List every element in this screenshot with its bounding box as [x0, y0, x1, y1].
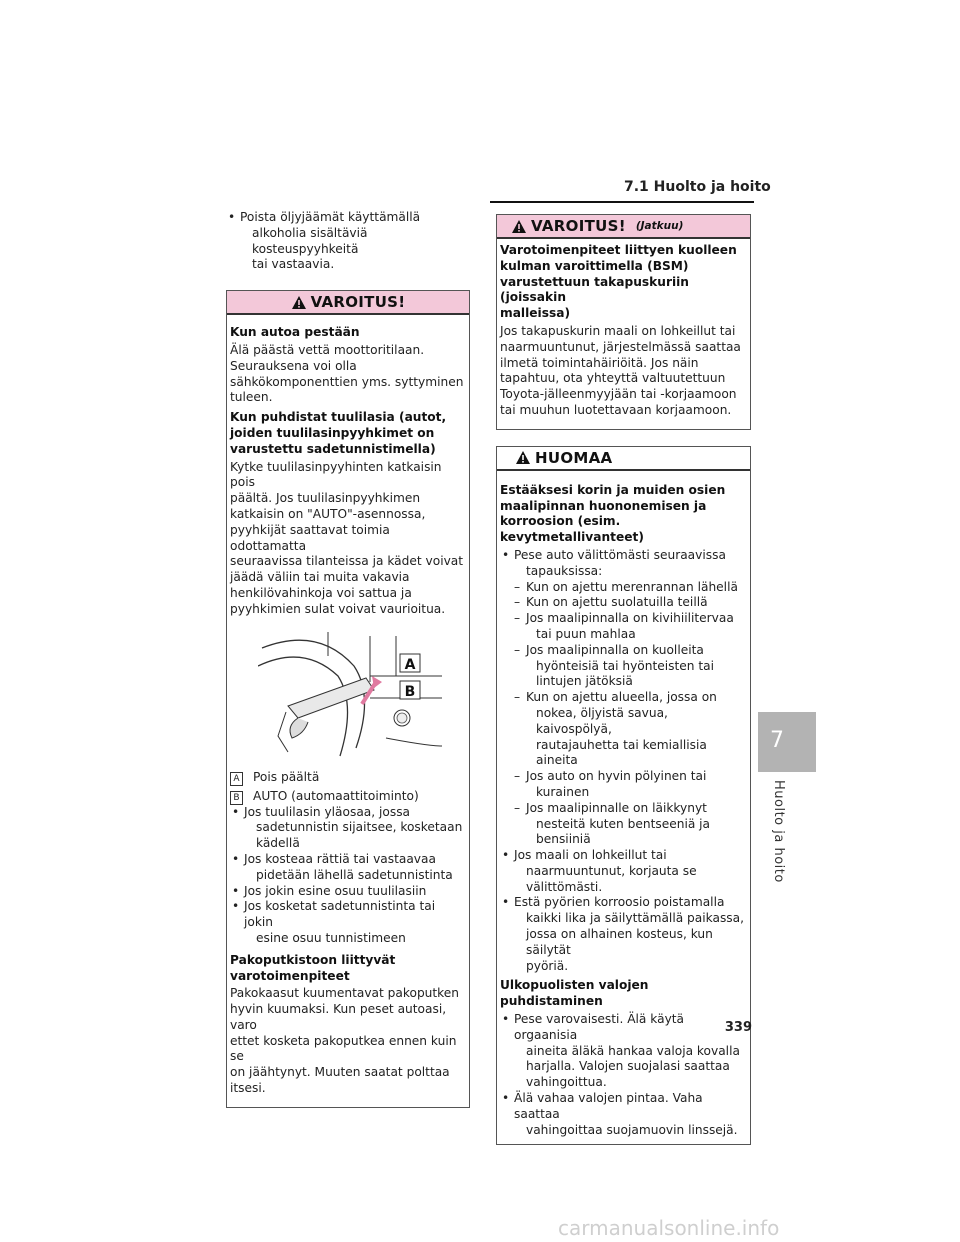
chapter-number: 7 [770, 728, 784, 753]
dash-item: – Jos maalipinnalla on kivihiilitervaa tai puun mahlaa [500, 611, 747, 643]
watermark: carmanualsonline.info [558, 1216, 780, 1240]
notice-box [496, 446, 751, 1146]
section-header: 7.1 Huolto ja hoito [624, 179, 771, 195]
notice-body [497, 471, 750, 1145]
dash-item: – Jos maalipinnalle on läikkynyt nesteitä kuten bentseeniä ja bensiiniä [500, 801, 747, 848]
heading-windshield: Kun puhdistat tuulilasia (autot, joiden tuulilasinpyyhkimet on varustettu sadetunnistimella) [230, 410, 447, 456]
dash-item: – Kun on ajettu alueella, jossa on nokea, öljyistä savua, kaivospölyä, rautajauhetta tai kemiallisia aineita [500, 690, 747, 769]
warning-continued-body [497, 239, 750, 429]
warning-icon [511, 219, 527, 234]
para-car-wash: Älä päästä vettä moottoritilaan. Seurauksena voi olla sähkökomponenttien yms. syttyminen tuleen. [230, 342, 464, 405]
warning-continued-subtitle: (Jatkuu) [635, 220, 684, 232]
warning-continued-box [496, 214, 751, 430]
notice-title: HUOMAA [535, 448, 613, 467]
warning-header [227, 291, 469, 315]
para-exhaust: Pakokaasut kuumentavat pakoputken hyvin kuumaksi. Kun peset autoasi, varo ettet kosketa pakoputkea ennen kuin se on jäähtynyt. Muuten saatat polttaa itsesi. [230, 986, 460, 1096]
para-bsm: Jos takapuskurin maali on lohkeillut tai naarmuuntunut, järjestelmässä saattaa ilmetä toimintahäiriöitä. Jos näin tapahtuu, ota yhteyttä valtuutettuun Toyota-jälleenmyyjään tai -korjaamoon tai muuhun luotettavaan korjaamoon. [500, 323, 741, 417]
heading-bsm: Varotoimenpiteet liittyen kuolleen kulman varoittimella (BSM) varustettuun takapuskuriin (joissakin malleissa) [500, 243, 737, 321]
label-b-key: B [230, 791, 243, 805]
heading-lights: Ulkopuolisten valojen puhdistaminen [500, 978, 649, 1009]
dash-item: – Kun on ajettu merenrannan lähellä [500, 580, 747, 596]
warning-icon [291, 295, 307, 310]
label-a-key: A [230, 772, 243, 786]
right-column [496, 214, 751, 1145]
warning-title: VAROITUS! [310, 293, 406, 312]
notice-header [497, 447, 750, 471]
dash-item: – Jos maalipinnalla on kuolleita hyönteisiä tai hyönteisten tai lintujen jätöksiä [500, 643, 747, 690]
list-item: • Jos maali on lohkeillut tai naarmuuntunut, korjauta se välittömästi. [500, 848, 747, 895]
heading-corrosion: Estääksesi korin ja muiden osien maalipinnan huononemisen ja korroosion (esim. kevytmetallivanteet) [500, 482, 726, 545]
heading-car-wash: Kun autoa pestään [230, 325, 360, 340]
label-a-text: Pois päältä [253, 769, 320, 784]
list-item: • Pese varovaisesti. Älä käytä orgaanisia aineita äläkä hankaa valoja kovalla harjalla. Valojen suojalasi saattaa vahingoittua. [500, 1012, 747, 1091]
para-windshield: Kytke tuulilasinpyyhinten katkaisin pois päältä. Jos tuulilasinpyyhkimen katkaisin on "AUTO"-asennossa, pyyhkijät saattavat toimia odottamatta seuraavissa tilanteissa ja kädet voivat jäädä väliin tai muita vakavia henkilövahinkoja voi sattua ja pyyhkimien sulat voivat vaurioitua. [230, 459, 464, 616]
warning-box [226, 290, 470, 1108]
wiper-switch-illustration [258, 626, 442, 764]
intro-bullet: • Poista öljyjäämät käyttämällä alkoholia sisältäviä kosteuspyyhkeitä tai vastaavia. [226, 210, 470, 273]
left-column [226, 210, 470, 1108]
label-a-row [230, 770, 466, 786]
figure-label-a: A [404, 656, 416, 673]
list-item: • Pese auto välittömästi seuraavissa tapauksissa: [500, 548, 747, 580]
list-item: • Jos tuulilasin yläosaa, jossa sadetunnistin sijaitsee, kosketaan kädellä [230, 805, 466, 852]
header-rule [490, 201, 754, 203]
warning-continued-title: VAROITUS! [531, 217, 626, 235]
label-b-text: AUTO (automaattitoiminto) [253, 788, 419, 803]
list-item: • Jos kosteaa rättiä tai vastaavaa pidetään lähellä sadetunnistinta [230, 852, 466, 884]
page-number: 339 [724, 1020, 752, 1035]
dash-item: – Kun on ajettu suolatuilla teillä [500, 595, 747, 611]
dash-item: – Jos auto on hyvin pölyinen tai kurainen [500, 769, 747, 801]
heading-exhaust: Pakoputkistoon liittyvät varotoimenpiteet [230, 952, 396, 983]
notice-icon [515, 450, 531, 465]
list-item: • Jos jokin esine osuu tuulilasiin [230, 884, 466, 900]
list-item: • Jos kosketat sadetunnistinta tai jokin esine osuu tunnistimeen [230, 899, 466, 946]
list-item: • Estä pyörien korroosio poistamalla kaikki lika ja säilyttämällä paikassa, jossa on alhainen kosteus, kun säilytät pyöriä. [500, 895, 747, 974]
figure-label-b: B [404, 683, 416, 700]
warning-continued-header [497, 215, 750, 239]
wiper-switch-drawing [258, 626, 442, 764]
warning-body [227, 315, 469, 1107]
list-item: • Älä vahaa valojen pintaa. Vaha saattaa vahingoittaa suojamuovin linssejä. [500, 1091, 747, 1138]
chapter-label: Huolto ja hoito [771, 780, 786, 883]
label-b-row [230, 789, 466, 805]
